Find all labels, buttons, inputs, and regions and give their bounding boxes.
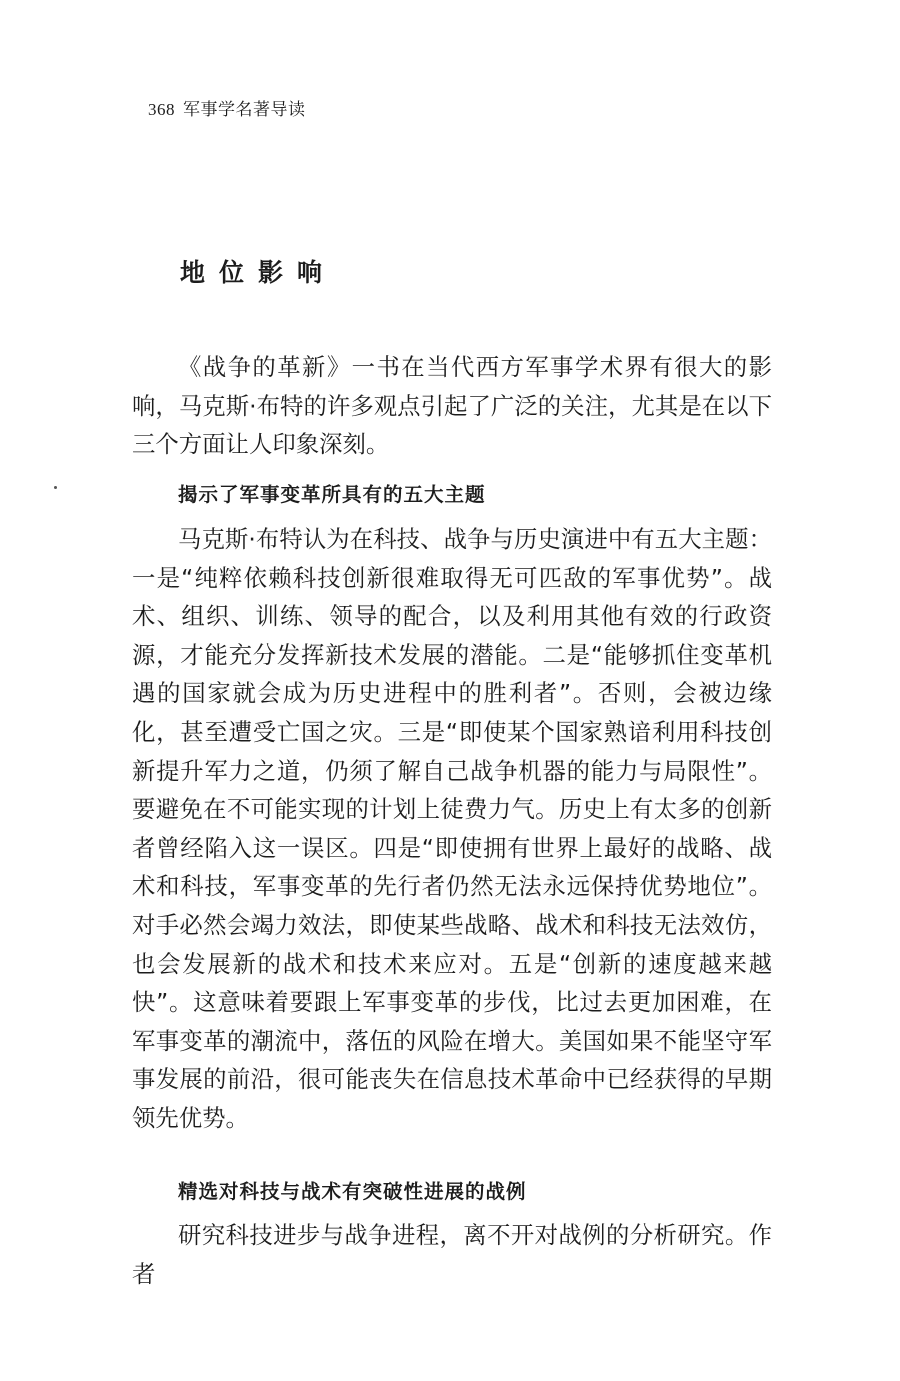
subheading-five-themes: 揭示了军事变革所具有的五大主题 (178, 483, 486, 506)
page-number: 368 (148, 100, 175, 119)
margin-speck (54, 486, 57, 489)
book-title: 军事学名著导读 (183, 100, 306, 120)
battle-cases-paragraph: 研究科技进步与战争进程，离不开对战例的分析研究。作者 (132, 1221, 772, 1288)
running-head (148, 98, 306, 122)
intro-paragraph: 《战争的革新》一书在当代西方军事学术界有很大的影响，马克斯·布特的许多观点引起了广泛的关注，尤其是在以下三个方面让人印象深刻。 (132, 353, 772, 459)
subheading-selected-battles: 精选对科技与战术有突破性进展的战例 (178, 1180, 527, 1203)
five-themes-paragraph: 马克斯·布特认为在科技、战争与历史演进中有五大主题：一是“纯粹依赖科技创新很难取得无可匹敌的军事优势”。战术、组织、训练、领导的配合，以及利用其他有效的行政资源，才能充分发挥新技术发展的潜能。二是“能够抓住变革机遇的国家就会成为历史进程中的胜利者”。否则，会被边缘化，甚至遭受亡国之灾。三是“即使某个国家熟谙利用科技创新提升军力之道，仍须了解自己战争机器的能力与局限性”。要避免在不可能实现的计划上徒费力气。历史上有太多的创新者曾经陷入这一误区。四是“即使拥有世界上最好的战略、战术和科技，军事变革的先行者仍然无法永远保持优势地位”。对手必然会竭力效法，即使某些战略、战术和科技无法效仿，也会发展新的战术和技术来应对。五是“创新的速度越来越快”。这意味着要跟上军事变革的步伐，比过去更加困难，在军事变革的潮流中，落伍的风险在增大。美国如果不能坚守军事发展的前沿，很可能丧失在信息技术革命中已经获得的早期领先优势。 (132, 525, 772, 1132)
section-title: 地位影响 (180, 258, 337, 287)
